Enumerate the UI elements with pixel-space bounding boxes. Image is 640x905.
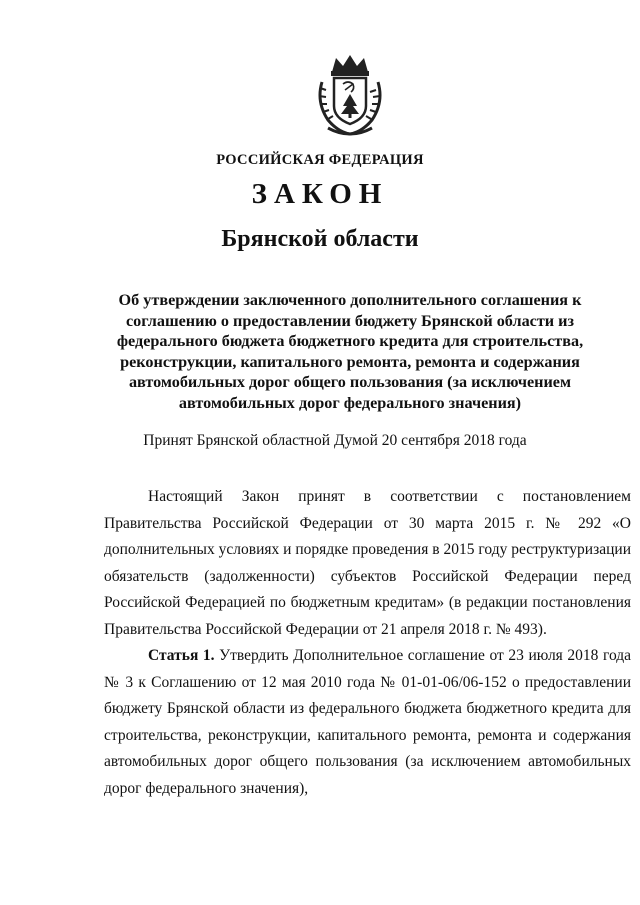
article-1-text: Утвердить Дополнительное соглашение от 23 июля 2018 года № 3 к Соглашению от 12 мая 2010 года № 01-01-06/06-152 о предоставлении бюджету Брянской области из федерального бюджета бюджетного кредита для строительства, реконструкции, капитального ремонта, ремонта и содержания автомобильных дорог общего пользования (за исключением автомобильных дорог федерального значения),: [104, 647, 632, 797]
law-body: [104, 484, 631, 802]
law-title: Об утверждении заключенного дополнительного соглашения к соглашению о предоставлении бюджету Брянской области из федерального бюджета бюджетного кредита для строительства, реконструкции, капитального ремонта, ремонта и содержания автомобильных дорог общего пользования (за исключением автомобильных дорог федерального значения): [116, 291, 584, 412]
region-heading: Брянской области: [221, 226, 419, 252]
article-1-paragraph: [104, 643, 631, 802]
article-1-label: Статья 1.: [148, 647, 215, 664]
bryansk-coat-of-arms-icon: [312, 52, 388, 138]
preamble-paragraph: Настоящий Закон принят в соответствии с постановлением Правительства Российской Федерации от 30 марта 2015 г. № 292 «О дополнительных условиях и порядке проведения в 2015 году реструктуризации обязательств (задолженности) субъектов Российской Федерации перед Российской Федерацией по бюджетным кредитам» (в редакции постановления Правительства Российской Федерации от 21 апреля 2018 г. № 493).: [104, 488, 631, 638]
adoption-line: Принят Брянской областной Думой 20 сентября 2018 года: [143, 432, 527, 449]
document-type-heading: ЗАКОН: [251, 178, 389, 210]
country-heading: РОССИЙСКАЯ ФЕДЕРАЦИЯ: [216, 152, 424, 168]
